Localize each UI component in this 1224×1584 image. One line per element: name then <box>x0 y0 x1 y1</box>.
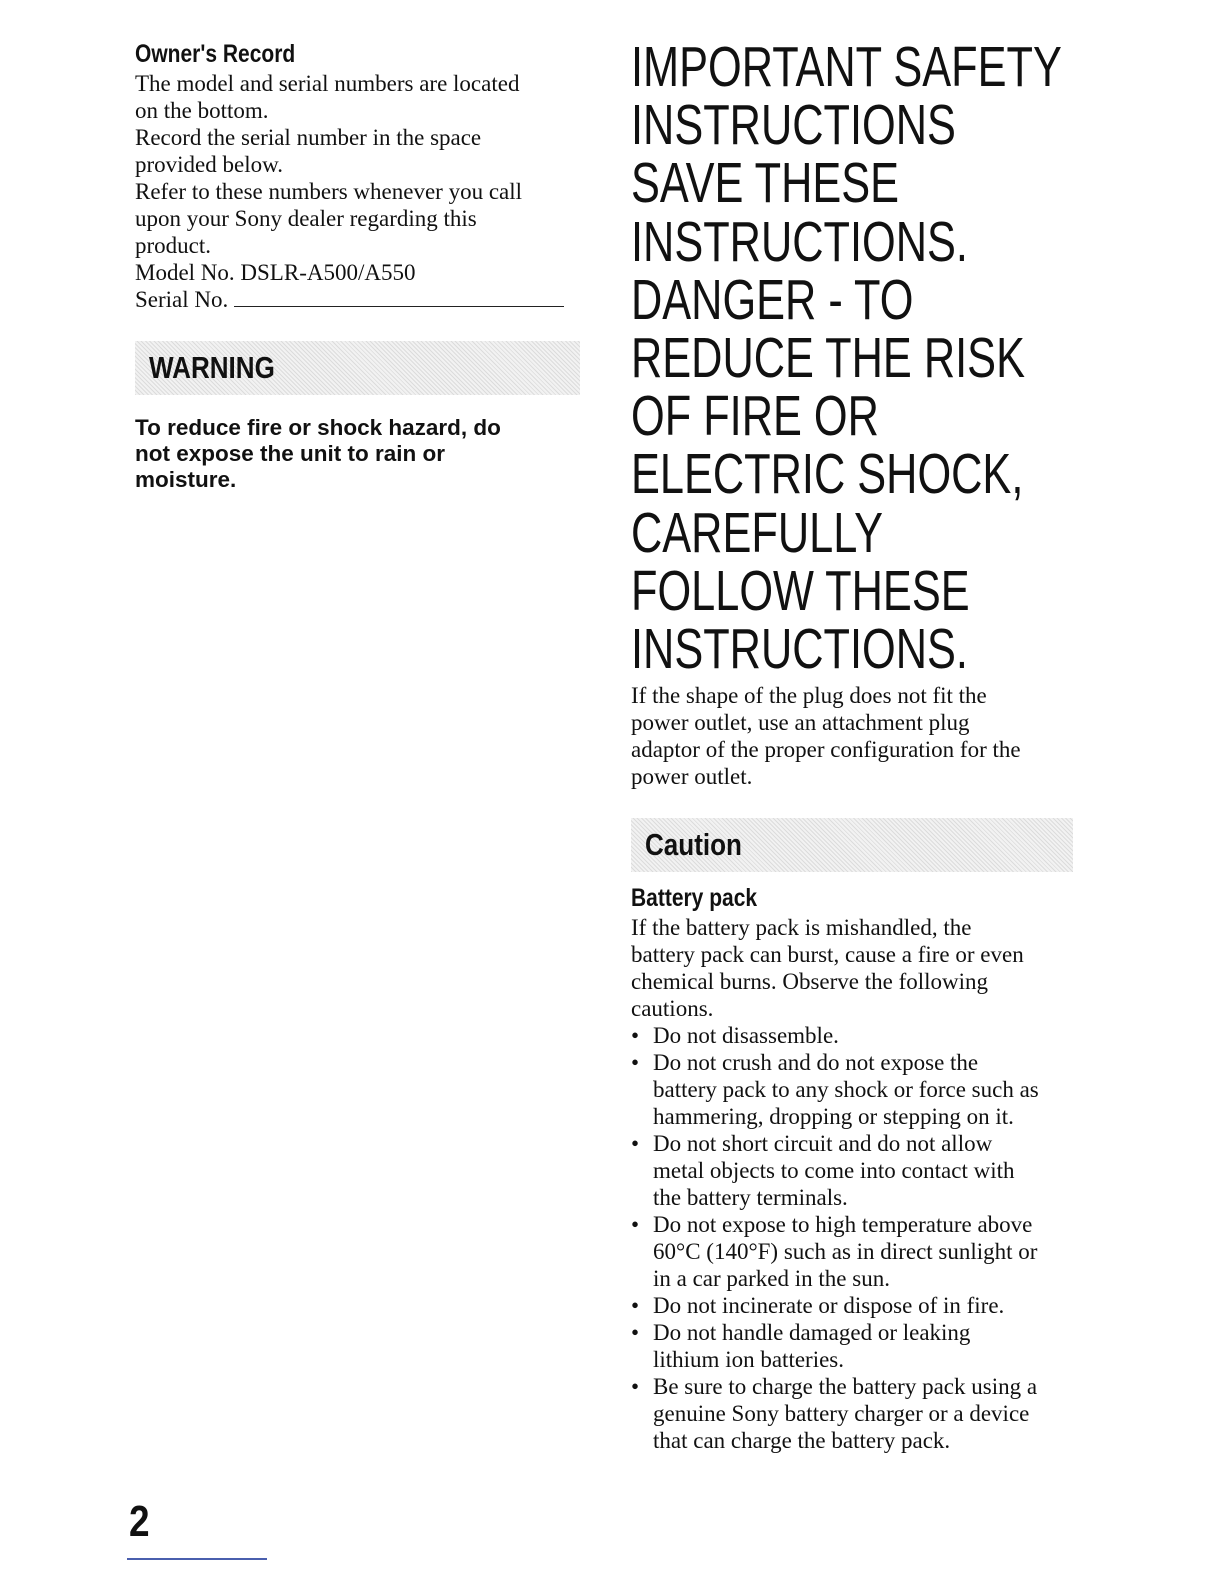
battery-intro-line: If the battery pack is mishandled, the <box>631 915 972 941</box>
battery-intro <box>631 914 1081 1022</box>
owners-record-line: provided below. <box>135 152 283 177</box>
serial-number-row <box>135 286 580 313</box>
serial-number-blank <box>234 288 564 307</box>
owners-record-line: upon your Sony dealer regarding this <box>135 206 477 231</box>
owners-record-body <box>135 70 580 313</box>
owners-record-heading: Owner's Record <box>135 40 296 68</box>
warning-line: not expose the unit to rain or <box>135 441 446 466</box>
safety-title-line: FOLLOW THESE <box>631 558 970 623</box>
list-item: • Do not disassemble. <box>631 1022 1081 1049</box>
owners-record-line: product. <box>135 233 212 258</box>
owners-record-line: Refer to these numbers whenever you call <box>135 179 523 204</box>
list-item: • Do not crush and do not expose the battery pack to any shock or force such as hammering, dropping or stepping on it. <box>631 1049 1081 1130</box>
safety-title-line: REDUCE THE RISK <box>631 326 1025 391</box>
safety-title <box>631 35 1062 682</box>
caution-banner <box>631 818 1073 872</box>
safety-title-line: INSTRUCTIONS. <box>631 209 968 274</box>
plug-note <box>631 682 1081 790</box>
safety-title-line: IMPORTANT SAFETY <box>631 35 1062 99</box>
safety-title-line: DANGER - TO <box>631 267 914 332</box>
owners-record-line: Record the serial number in the space <box>135 125 482 150</box>
warning-line: To reduce fire or shock hazard, do <box>135 415 501 440</box>
battery-intro-line: battery pack can burst, cause a fire or even <box>631 942 1024 968</box>
list-item: • Do not incinerate or dispose of in fire. <box>631 1292 1081 1319</box>
plug-note-line: If the shape of the plug does not fit the <box>631 683 987 709</box>
warning-label: WARNING <box>149 350 275 385</box>
safety-title-line: CAREFULLY <box>631 500 883 565</box>
left-column <box>135 38 580 493</box>
page-number: 2 <box>129 1497 150 1546</box>
battery-intro-line: cautions. <box>631 996 714 1022</box>
safety-title-line: ELECTRIC SHOCK, <box>631 442 1024 507</box>
warning-text-block <box>135 415 580 493</box>
battery-pack-heading: Battery pack <box>631 884 758 913</box>
footer-rule <box>127 1558 267 1560</box>
caution-label: Caution <box>645 827 742 863</box>
safety-title-line: SAVE THESE <box>631 151 900 216</box>
warning-banner <box>135 341 580 395</box>
serial-number-label: Serial No. <box>135 287 229 312</box>
right-column <box>631 35 1081 1454</box>
owners-record-line: on the bottom. <box>135 98 269 123</box>
battery-intro-line: chemical burns. Observe the following <box>631 969 989 995</box>
model-number: Model No. DSLR-A500/A550 <box>135 260 416 285</box>
warning-line: moisture. <box>135 467 237 492</box>
plug-note-line: adaptor of the proper configuration for the <box>631 737 1021 763</box>
plug-note-line: power outlet. <box>631 764 753 790</box>
owners-record-line: The model and serial numbers are located <box>135 71 520 96</box>
safety-title-line: INSTRUCTIONS <box>631 93 956 158</box>
safety-title-line: INSTRUCTIONS. <box>631 617 968 682</box>
plug-note-line: power outlet, use an attachment plug <box>631 710 970 736</box>
list-item: • Do not handle damaged or leaking lithium ion batteries. <box>631 1319 1081 1373</box>
safety-title-line: OF FIRE OR <box>631 384 879 449</box>
battery-caution-list <box>631 1022 1081 1454</box>
list-item: • Do not short circuit and do not allow metal objects to come into contact with the battery terminals. <box>631 1130 1081 1211</box>
list-item: • Be sure to charge the battery pack using a genuine Sony battery charger or a device that can charge the battery pack. <box>631 1373 1081 1454</box>
list-item: • Do not expose to high temperature above 60°C (140°F) such as in direct sunlight or in a car parked in the sun. <box>631 1211 1081 1292</box>
